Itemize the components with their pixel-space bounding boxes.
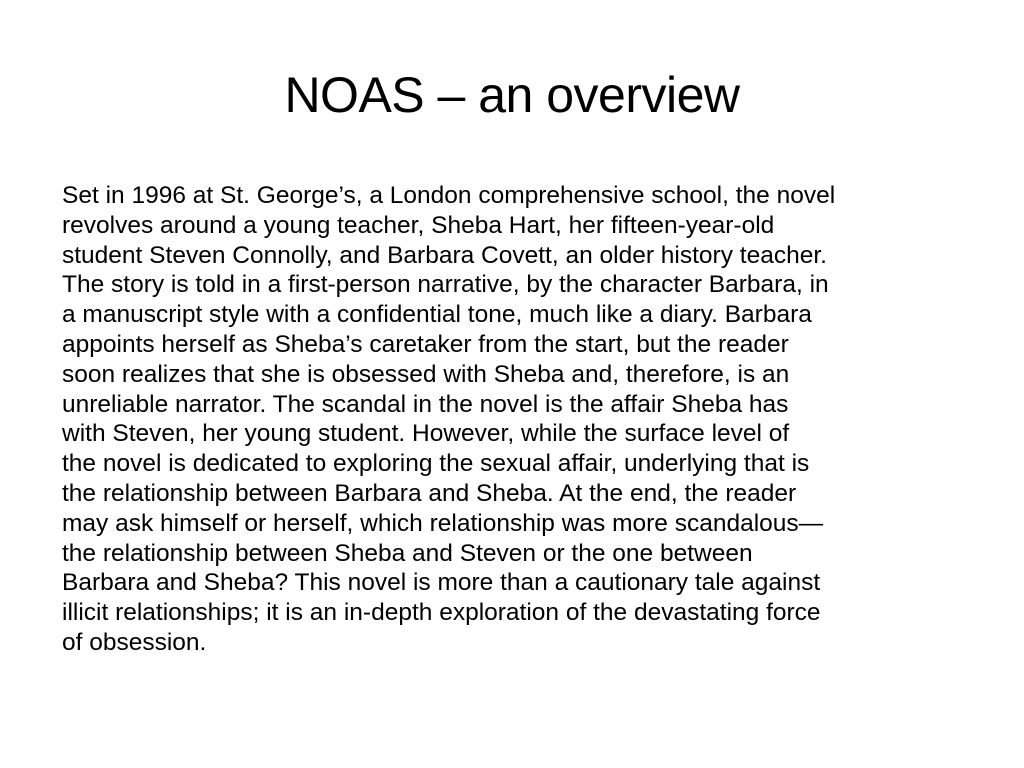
body-line: with Steven, her young student. However, while the surface level of [62, 420, 790, 448]
body-line: Barbara and Sheba? This novel is more than a cautionary tale against [62, 569, 821, 597]
body-line: The story is told in a first-person narrative, by the character Barbara, in [62, 271, 829, 299]
body-line: illicit relationships; it is an in-depth exploration of the devastating force [62, 599, 821, 627]
body-line: student Steven Connolly, and Barbara Covett, an older history teacher. [62, 241, 827, 269]
body-line: soon realizes that she is obsessed with Sheba and, therefore, is an [62, 360, 790, 388]
body-line: the relationship between Barbara and Sheba. At the end, the reader [62, 479, 797, 507]
body-line: appoints herself as Sheba’s caretaker from the start, but the reader [62, 330, 789, 358]
body-line: a manuscript style with a confidential tone, much like a diary. Barbara [62, 301, 812, 329]
body-line: the novel is dedicated to exploring the sexual affair, underlying that is [62, 450, 810, 478]
body-line: the relationship between Sheba and Steven or the one between [62, 539, 753, 567]
body-line: may ask himself or herself, which relationship was more scandalous— [62, 509, 824, 537]
slide-title: NOAS – an overview [284, 67, 740, 123]
body-line: unreliable narrator. The scandal in the novel is the affair Sheba has [62, 390, 789, 418]
slide-body-paragraph [62, 181, 968, 658]
body-line: revolves around a young teacher, Sheba Hart, her fifteen-year-old [62, 211, 775, 239]
body-line: of obsession. [62, 628, 207, 656]
body-line: Set in 1996 at St. George’s, a London comprehensive school, the novel [62, 182, 836, 209]
